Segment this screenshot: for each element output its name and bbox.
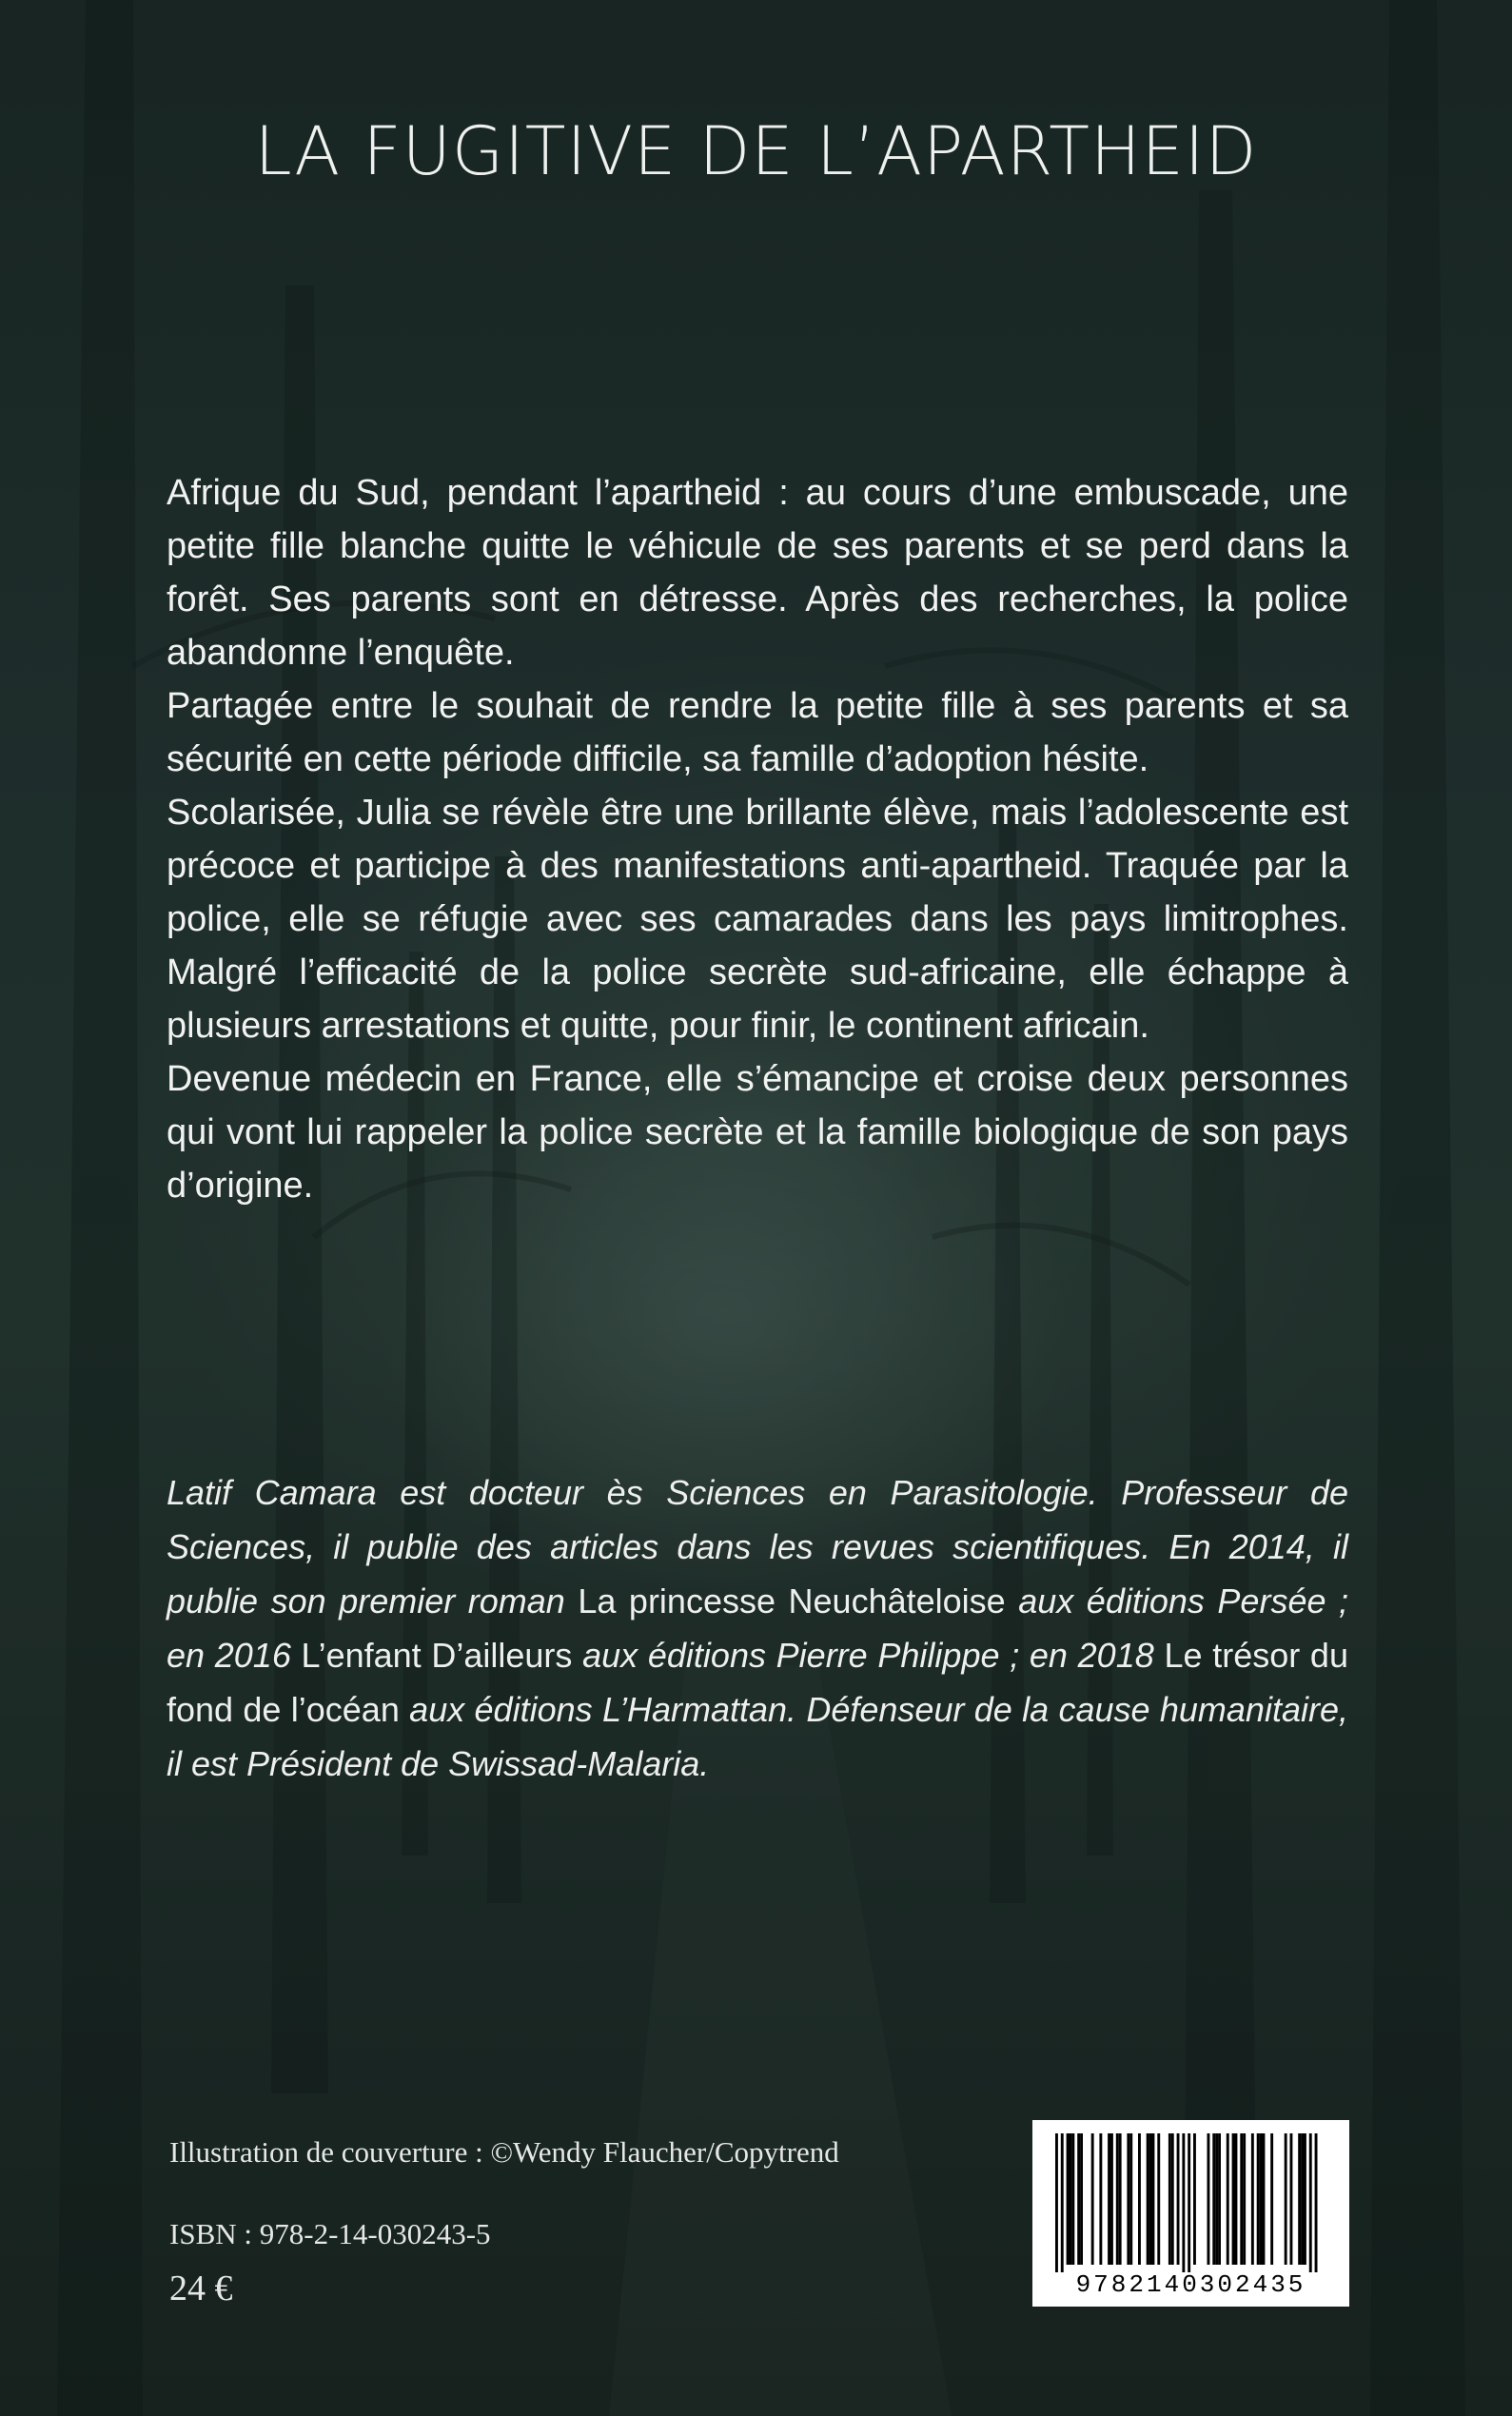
barcode-bar — [1152, 2133, 1155, 2265]
barcode — [1032, 2120, 1349, 2307]
barcode-bar — [1263, 2133, 1266, 2265]
barcode-bar — [1257, 2133, 1260, 2265]
barcode-bar — [1061, 2133, 1064, 2272]
barcode-bar — [1168, 2133, 1171, 2265]
barcode-bar — [1091, 2133, 1094, 2265]
barcode-bar — [1147, 2133, 1149, 2265]
barcode-bar — [1071, 2133, 1074, 2265]
summary-paragraph: Afrique du Sud, pendant l’apartheid : au cours d’une embuscade, une petite fille blanche quitte le véhicule de ses parents et se perd dans la forêt. Ses parents sont en détresse. Après des recherches, la police abandonne l’enquête. — [167, 473, 1348, 673]
barcode-bar — [1171, 2133, 1174, 2265]
barcode-bar — [1055, 2133, 1058, 2272]
barcode-bar — [1138, 2133, 1141, 2265]
barcode-bar — [1270, 2133, 1273, 2265]
barcode-bar — [1309, 2133, 1312, 2272]
summary-paragraph: Partagée entre le souhait de rendre la petite fille à ses parents et sa sécurité en cette période difficile, sa famille d’adoption hésite. — [167, 686, 1348, 779]
barcode-bar — [1080, 2133, 1083, 2265]
summary-paragraph: Devenue médecin en France, elle s’émancipe et croise deux personnes qui vont lui rappeler la police secrète et la famille biologique de son pays d’origine. — [167, 1059, 1348, 1206]
bio-text: aux éditions L’Harmattan. Défenseur de la cause humanitaire, il est Président de Swissad-Malaria. — [167, 1690, 1348, 1783]
barcode-bar — [1208, 2133, 1210, 2265]
barcode-bar — [1070, 2133, 1072, 2265]
barcode-bar — [1067, 2133, 1070, 2265]
barcode-bar — [1188, 2133, 1190, 2272]
bio-book-title: La princesse Neuchâteloise — [578, 1581, 1006, 1620]
barcode-bar — [1251, 2133, 1254, 2265]
barcode-bar — [1127, 2133, 1129, 2265]
barcode-bar — [1227, 2133, 1229, 2265]
barcode-bar — [1260, 2133, 1263, 2265]
barcode-bar — [1285, 2133, 1287, 2265]
barcode-bar — [1149, 2133, 1152, 2265]
barcode-bar — [1290, 2133, 1293, 2265]
barcode-bar — [1119, 2133, 1122, 2265]
barcode-bars — [1032, 2120, 1349, 2272]
barcode-digits: 9782140302435 — [1075, 2270, 1306, 2299]
barcode-bar — [1304, 2133, 1306, 2265]
price: 24 € — [169, 2269, 233, 2308]
barcode-bar — [1240, 2133, 1243, 2265]
barcode-bar — [1243, 2133, 1246, 2265]
barcode-bar — [1215, 2133, 1218, 2265]
barcode-bar — [1110, 2133, 1113, 2265]
bio-book-title: L’enfant D’ailleurs — [301, 1636, 573, 1675]
barcode-bar — [1212, 2133, 1215, 2265]
barcode-bar — [1218, 2133, 1221, 2265]
book-summary — [167, 466, 1348, 1212]
barcode-bar — [1108, 2133, 1110, 2265]
bio-text: Latif Camara est docteur ès Sciences en Parasitologie. Professeur de Sciences, il publie des articles dans les revues scientifiques. En 2014, il publie son premier roman — [167, 1473, 1348, 1620]
summary-paragraph: Scolarisée, Julia se révèle être une brillante élève, mais l’adolescente est précoce et participe à des manifestations anti-apartheid. Traquée par la police, elle se réfugie avec ses camarades dans les pays limitrophes. Malgré l’efficacité de la police secrète sud-africaine, elle échappe à plusieurs arrestations et quitte, pour finir, le continent africain. — [167, 793, 1348, 1046]
barcode-bar — [1232, 2133, 1235, 2265]
author-biography — [167, 1465, 1348, 1791]
illustration-credit: Illustration de couverture : ©Wendy Flaucher/Copytrend — [169, 2135, 839, 2169]
bio-book-title: Le trésor du fond de l’océan — [167, 1636, 1348, 1729]
isbn: ISBN : 978-2-14-030243-5 — [169, 2217, 491, 2250]
bio-text: aux éditions Pierre Philippe ; en 2018 — [572, 1636, 1165, 1675]
barcode-bar — [1298, 2133, 1301, 2265]
barcode-bar — [1177, 2133, 1180, 2265]
bio-text: aux éditions Persée ; en 2016 — [167, 1581, 1349, 1675]
barcode-bar — [1315, 2133, 1318, 2272]
barcode-bar — [1301, 2133, 1304, 2265]
barcode-bar — [1193, 2133, 1196, 2265]
barcode-bar — [1129, 2133, 1132, 2265]
book-title: LA FUGITIVE DE L’APARTHEID — [254, 112, 1258, 190]
barcode-bar — [1099, 2133, 1102, 2265]
barcode-bar — [1157, 2133, 1160, 2265]
barcode-bar — [1077, 2133, 1080, 2265]
barcode-bar — [1235, 2133, 1238, 2265]
barcode-bar — [1182, 2133, 1185, 2272]
barcode-bar — [1116, 2133, 1119, 2265]
